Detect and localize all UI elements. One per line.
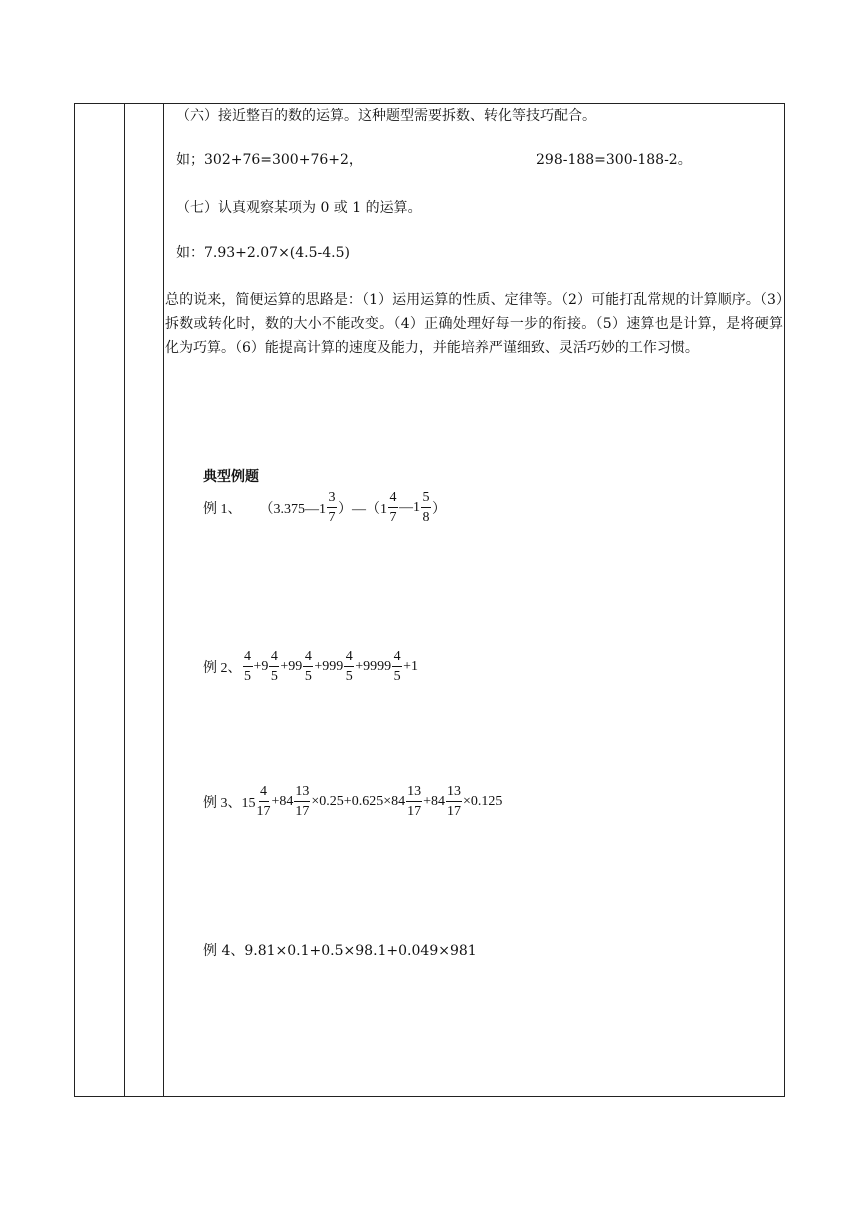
fraction-denominator: 5	[270, 669, 278, 684]
fraction-numerator: 4	[344, 650, 354, 667]
fraction-denominator: 7	[389, 510, 397, 525]
section-6-example-b: 298-188=300-188-2。	[536, 152, 692, 168]
section-7-example: 如：7.93+2.07×(4.5-4.5)	[176, 245, 350, 261]
fraction-denominator: 17	[447, 804, 461, 819]
example-1-fraction-3	[421, 491, 431, 525]
fraction-denominator: 17	[256, 804, 271, 819]
example-2-fraction	[243, 650, 253, 684]
example-3-fraction-2	[294, 785, 310, 819]
example-3	[203, 785, 502, 819]
example-2-term: +999	[314, 659, 344, 674]
fraction-denominator: 17	[407, 804, 422, 819]
fraction-denominator: 5	[393, 669, 401, 684]
example-3-term: ×0.125	[463, 794, 503, 809]
fraction-denominator: 5	[304, 669, 312, 684]
example-1-part-3: —1	[399, 500, 420, 515]
example-1-part-2: ）—（1	[338, 502, 387, 517]
fraction-numerator: 5	[421, 491, 431, 508]
example-1-part-1: （3.375—1	[259, 502, 326, 517]
example-2-term: +1	[403, 659, 419, 674]
example-3-label: 例 3、15	[203, 796, 256, 811]
example-2-fraction	[344, 650, 354, 684]
section-7-title: （七）认真观察某项为 0 或 1 的运算。	[176, 200, 422, 216]
example-1-fraction-2	[388, 491, 398, 525]
example-2-label: 例 2、	[203, 661, 242, 676]
example-1-fraction-1	[327, 491, 337, 525]
example-1-part-4: ）	[432, 502, 446, 517]
section-6-example-a: 如；302+76=300+76+2，	[176, 152, 363, 168]
summary-paragraph: 总的说来，简便运算的思路是：（1）运用运算的性质、定律等。（2）可能打乱常规的计算顺序。（3）拆数或转化时，数的大小不能改变。（4）正确处理好每一步的衔接。（5）速算也是计算，是将硬算化为巧算。（6）能提高计算的速度及能力，并能培养严谨细致、灵活巧妙的工作习惯。	[165, 292, 783, 356]
example-1	[203, 491, 446, 525]
example-2-term: +99	[280, 659, 303, 674]
section-6-title: （六）接近整百的数的运算。这种题型需要拆数、转化等技巧配合。	[176, 108, 596, 124]
example-2-term: +9999	[355, 659, 392, 674]
fraction-denominator: 7	[328, 510, 336, 525]
example-2-term: +9	[253, 659, 269, 674]
example-4: 例 4、9.81×0.1+0.5×98.1+0.049×981	[203, 943, 477, 959]
fraction-denominator: 5	[244, 669, 251, 684]
fraction-numerator: 13	[446, 785, 462, 802]
fraction-numerator: 4	[269, 650, 279, 667]
example-2-fraction	[392, 650, 402, 684]
table-column-divider-2	[163, 103, 164, 1097]
example-3-fraction-2	[446, 785, 462, 819]
example-3-term: +84	[271, 794, 294, 809]
example-3-term: ×0.25+0.625×84	[311, 794, 406, 809]
table-column-divider-1	[124, 103, 125, 1097]
fraction-numerator: 4	[259, 785, 269, 802]
example-3-fraction-2	[406, 785, 422, 819]
example-2	[203, 650, 418, 684]
fraction-denominator: 8	[422, 510, 430, 525]
fraction-numerator: 4	[388, 491, 398, 508]
fraction-numerator: 3	[327, 491, 337, 508]
fraction-numerator: 13	[406, 785, 422, 802]
example-3-fraction-1	[257, 785, 271, 819]
example-3-term: +84	[423, 794, 445, 809]
example-2-fraction	[303, 650, 313, 684]
fraction-numerator: 4	[303, 650, 313, 667]
example-2-fraction	[269, 650, 279, 684]
fraction-numerator: 13	[294, 785, 310, 802]
examples-heading: 典型例题	[203, 469, 259, 485]
fraction-denominator: 17	[295, 804, 310, 819]
example-1-label: 例 1、	[203, 502, 242, 517]
fraction-denominator: 5	[345, 669, 353, 684]
fraction-numerator: 4	[243, 650, 253, 667]
fraction-numerator: 4	[392, 650, 402, 667]
